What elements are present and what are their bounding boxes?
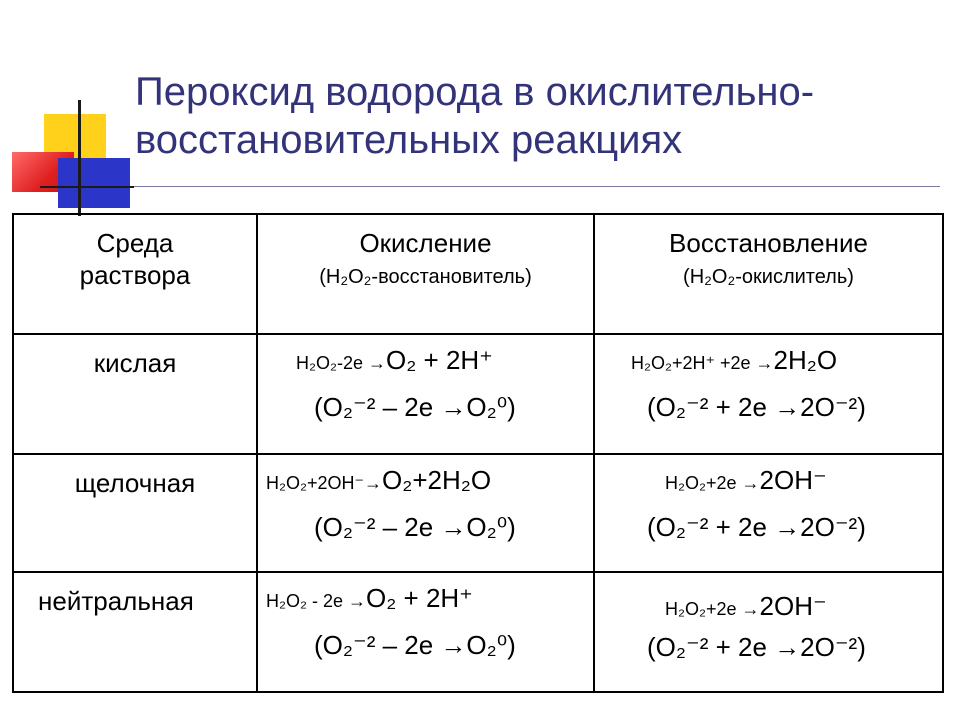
oxidation-equation [258,455,593,500]
oxidation-equation-left: H₂O₂ - 2e → [266,591,366,611]
header-medium [14,215,256,291]
reduction-equation-left: H₂O₂+2e → [665,599,760,619]
header-oxidation-sub: (H₂O₂-восстановитель) [319,266,532,288]
table-row [13,334,943,454]
oxidation-cell [257,454,594,572]
oxidation-half-reaction: (O₂⁻² – 2e →O₂⁰) [314,512,516,542]
table-header-row [13,214,943,334]
medium-cell [13,572,257,692]
medium-cell [13,334,257,454]
header-reduction: Восстановление [669,228,868,258]
oxidation-equation [258,335,593,380]
header-oxidation-cell [257,214,594,334]
reduction-equation-right: 2H₂O [773,345,838,375]
reduction-equation-right: 2OH⁻ [759,591,827,621]
reduction-half-reaction: (O₂⁻² + 2e →2O⁻²) [647,512,866,542]
reduction-equation-left: H₂O₂+2H⁺ +2e → [631,353,774,373]
decor-horizontal-line [40,186,134,188]
reduction-cell [594,454,943,572]
reduction-equation [595,573,942,626]
header-medium-cell [13,214,257,334]
title-underline [134,186,940,187]
reactions-table [12,213,944,693]
slide-title [135,68,945,164]
oxidation-half-reaction: (O₂⁻² – 2e →O₂⁰) [314,392,516,422]
header-oxidation: Окисление [359,228,492,258]
table-row [13,572,943,692]
header-reduction-cell [594,214,943,334]
header-medium-line2: раствора [79,260,191,290]
reduction-equation-left: H₂O₂+2e → [665,473,760,493]
medium-cell [13,454,257,572]
oxidation-equation [258,573,593,618]
slide-title-line1: Пероксид водорода в окислительно- [135,70,815,114]
decor-blue-square [58,158,130,208]
oxidation-equation-right: O₂ + 2H⁺ [386,345,493,375]
oxidation-equation-left: H₂O₂-2e → [296,353,386,373]
reduction-equation [595,335,942,380]
oxidation-equation-right: O₂ + 2H⁺ [366,583,473,613]
oxidation-half-reaction: (O₂⁻² – 2e →O₂⁰) [314,630,516,660]
header-reduction-sub: (H₂O₂-окислитель) [683,266,854,288]
reduction-half-reaction: (O₂⁻² + 2e →2O⁻²) [647,392,866,422]
medium-label: кислая [93,348,177,378]
reduction-equation [595,455,942,500]
header-medium-line1: Среда [96,228,174,258]
reduction-equation-right: 2OH⁻ [759,465,827,495]
oxidation-cell [257,334,594,454]
oxidation-equation-left: H₂O₂+2OH⁻→ [266,473,382,493]
reduction-cell [594,334,943,454]
oxidation-equation-right: O₂+2H₂O [382,465,492,495]
reduction-half-reaction: (O₂⁻² + 2e →2O⁻²) [647,632,866,662]
oxidation-cell [257,572,594,692]
reduction-cell [594,572,943,692]
decor-vertical-line [78,100,81,216]
medium-label: нейтральная [38,586,194,616]
medium-label: щелочная [74,468,196,498]
table-row [13,454,943,572]
slide-title-line2: восстановительных реакциях [135,118,683,162]
